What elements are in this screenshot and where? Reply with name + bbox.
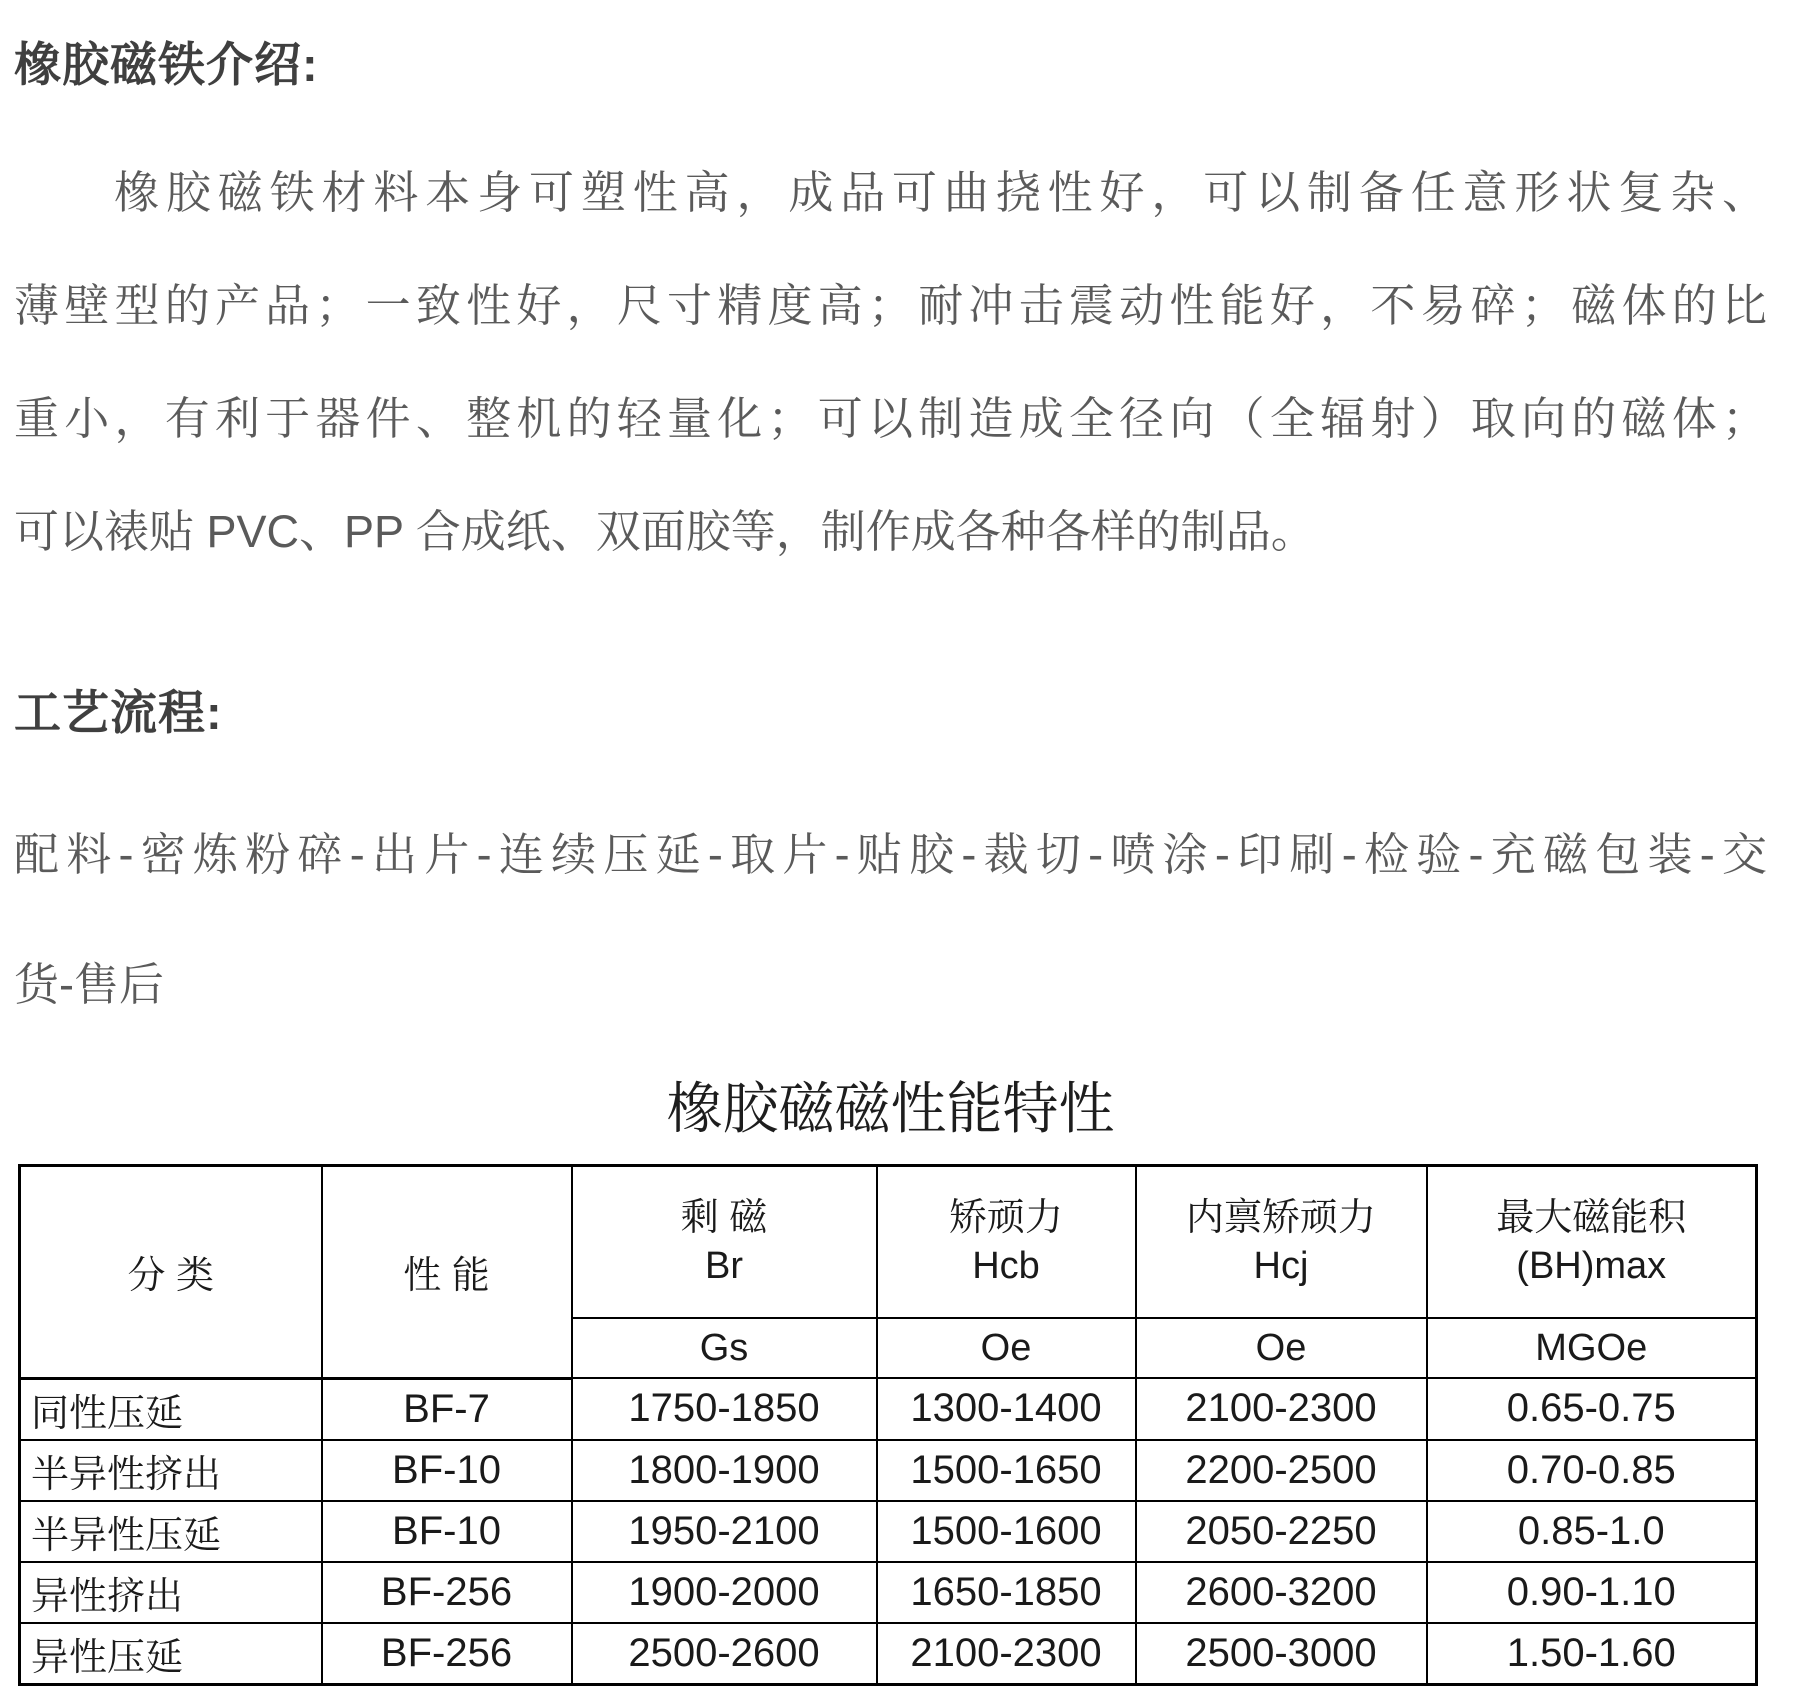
cell-br: 1950-2100 bbox=[572, 1501, 877, 1562]
unit-cell-bhmax: MGOe bbox=[1427, 1318, 1757, 1378]
cell-category: 同性压延 bbox=[20, 1378, 322, 1440]
cell-category: 异性挤出 bbox=[20, 1562, 322, 1623]
table-row bbox=[20, 1440, 1757, 1501]
intro-heading: 橡胶磁铁介绍: bbox=[14, 38, 319, 91]
table-row bbox=[20, 1562, 1757, 1623]
header-br-name: 剩 磁 bbox=[680, 1197, 768, 1239]
table-row bbox=[20, 1623, 1757, 1685]
process-heading: 工艺流程: bbox=[14, 686, 223, 739]
header-bhmax-symbol: (BH)max bbox=[1516, 1245, 1667, 1287]
cell-hcj: 2500-3000 bbox=[1136, 1623, 1427, 1685]
cell-bhmax: 0.65-0.75 bbox=[1427, 1378, 1757, 1440]
header-br-symbol: Br bbox=[705, 1245, 743, 1287]
cell-grade: BF-10 bbox=[322, 1501, 572, 1562]
table-row bbox=[20, 1501, 1757, 1562]
unit-cell-br: Gs bbox=[572, 1318, 877, 1378]
header-cell-br bbox=[572, 1166, 877, 1319]
cell-category: 半异性压延 bbox=[20, 1501, 322, 1562]
cell-hcj: 2100-2300 bbox=[1136, 1378, 1427, 1440]
process-line-1: 配料-密炼粉碎-出片-连续压延-取片-贴胶-裁切-喷涂-印刷-检验-充磁包装-交 bbox=[14, 829, 1767, 880]
intro-paragraph bbox=[14, 136, 1767, 588]
unit-cell-hcb: Oe bbox=[877, 1318, 1136, 1378]
cell-bhmax: 0.90-1.10 bbox=[1427, 1562, 1757, 1623]
cell-bhmax: 1.50-1.60 bbox=[1427, 1623, 1757, 1685]
header-cell-performance: 性 能 bbox=[322, 1166, 572, 1379]
process-paragraph bbox=[14, 790, 1767, 1050]
cell-hcj: 2200-2500 bbox=[1136, 1440, 1427, 1501]
cell-hcb: 1300-1400 bbox=[877, 1378, 1136, 1440]
cell-grade: BF-256 bbox=[322, 1623, 572, 1685]
header-hcj-symbol: Hcj bbox=[1253, 1245, 1309, 1287]
intro-line-2: 薄壁型的产品；一致性好，尺寸精度高；耐冲击震动性能好，不易碎；磁体的比 bbox=[14, 280, 1767, 331]
cell-hcb: 1650-1850 bbox=[877, 1562, 1136, 1623]
cell-br: 1750-1850 bbox=[572, 1378, 877, 1440]
table-header-row bbox=[20, 1166, 1757, 1319]
cell-hcb: 1500-1650 bbox=[877, 1440, 1136, 1501]
cell-hcb: 1500-1600 bbox=[877, 1501, 1136, 1562]
cell-br: 1900-2000 bbox=[572, 1562, 877, 1623]
cell-hcj: 2600-3200 bbox=[1136, 1562, 1427, 1623]
header-hcb-symbol: Hcb bbox=[972, 1245, 1040, 1287]
cell-bhmax: 0.70-0.85 bbox=[1427, 1440, 1757, 1501]
cell-bhmax: 0.85-1.0 bbox=[1427, 1501, 1757, 1562]
intro-line-4: 可以裱贴 PVC、PP 合成纸、双面胶等，制作成各种各样的制品。 bbox=[14, 506, 1316, 557]
process-line-2: 货-售后 bbox=[14, 959, 164, 1010]
cell-category: 半异性挤出 bbox=[20, 1440, 322, 1501]
intro-line-3: 重小，有利于器件、整机的轻量化；可以制造成全径向（全辐射）取向的磁体； bbox=[14, 393, 1767, 444]
table-row bbox=[20, 1378, 1757, 1440]
header-bhmax-name: 最大磁能积 bbox=[1496, 1197, 1687, 1239]
unit-cell-hcj: Oe bbox=[1136, 1318, 1427, 1378]
cell-br: 2500-2600 bbox=[572, 1623, 877, 1685]
intro-line-1: 橡胶磁铁材料本身可塑性高，成品可曲挠性好，可以制备任意形状复杂、 bbox=[114, 167, 1767, 218]
cell-grade: BF-256 bbox=[322, 1562, 572, 1623]
cell-category: 异性压延 bbox=[20, 1623, 322, 1685]
header-cell-category: 分 类 bbox=[20, 1166, 322, 1379]
table-title: 橡胶磁磁性能特性 bbox=[666, 1077, 1115, 1140]
cell-grade: BF-7 bbox=[322, 1378, 572, 1440]
header-hcj-name: 内禀矫顽力 bbox=[1185, 1197, 1376, 1239]
cell-grade: BF-10 bbox=[322, 1440, 572, 1501]
header-cell-bhmax bbox=[1427, 1166, 1757, 1319]
header-hcb-name: 矫顽力 bbox=[948, 1197, 1063, 1239]
cell-hcb: 2100-2300 bbox=[877, 1623, 1136, 1685]
performance-table bbox=[18, 1164, 1758, 1686]
header-cell-hcj bbox=[1136, 1166, 1427, 1319]
cell-br: 1800-1900 bbox=[572, 1440, 877, 1501]
cell-hcj: 2050-2250 bbox=[1136, 1501, 1427, 1562]
header-cell-hcb bbox=[877, 1166, 1136, 1319]
